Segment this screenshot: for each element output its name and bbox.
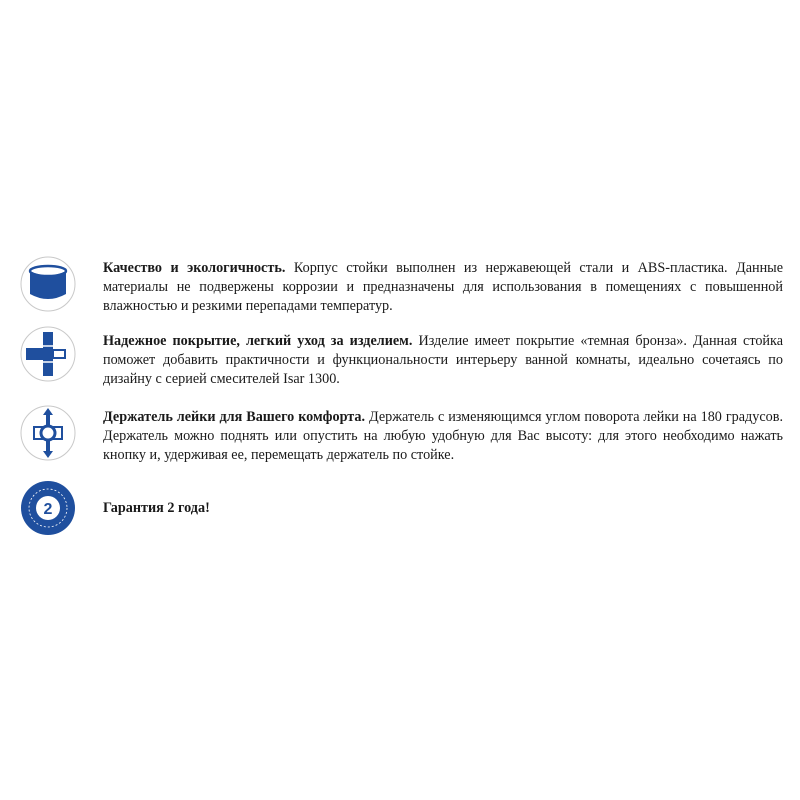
feature-body: Корпус стойки выполнен из нержавеющей стали и ABS-пластика. Данные материалы не подвержены коррозии и предназначены для использования в помещениях с повышенной влажностью и резкими перепадами температур. (103, 260, 784, 314)
feature-text (103, 332, 783, 389)
feature-text (103, 259, 783, 316)
feature-text (103, 408, 783, 465)
pipe-fitting-icon (20, 326, 76, 382)
feature-body: Держатель с изменяющимся углом поворота лейки на 180 градусов. Держатель можно поднять или опустить на любую удобную для Вас высоту: для этого необходимо нажать кнопку и, удерживая ее, перемещать держатель по стойке. (103, 409, 783, 463)
feature-text (103, 499, 783, 518)
badge-number: 2 (43, 501, 53, 518)
cylinder-icon (20, 256, 76, 312)
feature-title: Качество и экологичность. (103, 260, 286, 276)
guarantee-badge-icon (20, 480, 76, 536)
adjustable-holder-icon (20, 405, 76, 461)
feature-title: Надежное покрытие, легкий уход за изделием. (103, 333, 413, 349)
feature-title: Гарантия 2 года! (103, 500, 210, 516)
feature-body: Изделие имеет покрытие «темная бронза». Данная стойка поможет добавить практичности и функциональности интерьеру ванной комнаты, идеально сочетаясь по дизайну с серией смесителей Isar 1300. (103, 333, 783, 387)
feature-title: Держатель лейки для Вашего комфорта. (103, 409, 366, 425)
